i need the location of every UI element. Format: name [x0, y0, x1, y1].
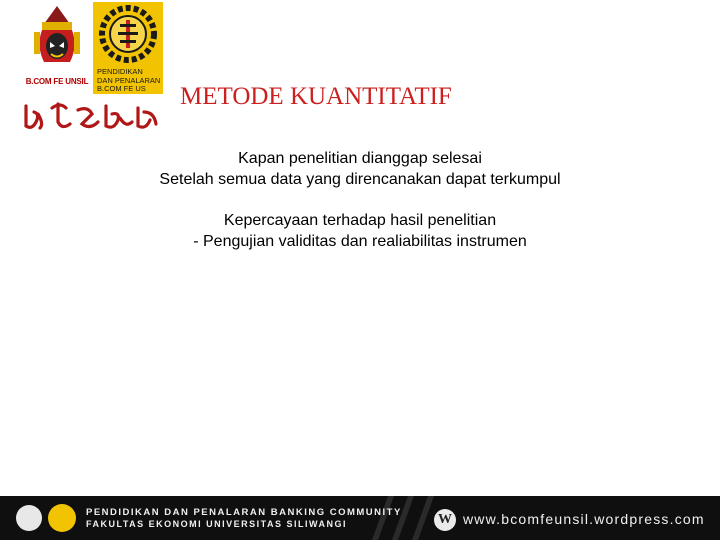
footer-emblem-icon [48, 504, 76, 532]
footer-org-name: PENDIDIKAN DAN PENALARAN BANKING COMMUNITY [86, 507, 402, 518]
paragraph-line: - Pengujian validitas dan realiabilitas instrumen [193, 233, 527, 250]
footer-website-link[interactable]: www.bcomfeunsil.wordpress.com [463, 511, 705, 527]
script-ornament [22, 100, 162, 132]
paragraph-reliability [0, 210, 720, 252]
penalaran-logo-label: PENDIDIKAN DAN PENALARAN B.COM FE US [97, 67, 161, 93]
paragraph-line: Kepercayaan terhadap hasil penelitian [223, 212, 497, 229]
bcom-logo-label: B.COM FE UNSIL [25, 77, 89, 86]
bcom-logo [22, 2, 92, 94]
mascot-icon [22, 2, 92, 74]
footer-bcom-logo-icon [16, 505, 42, 531]
footer-stripe [372, 496, 394, 540]
wordpress-icon: W [434, 509, 456, 531]
penalaran-logo [93, 2, 163, 94]
slide-title: METODE KUANTITATIF [180, 83, 452, 110]
paragraph-line: Setelah semua data yang direncanakan dapat terkumpul [159, 171, 561, 188]
footer-faculty: FAKULTAS EKONOMI UNIVERSITAS SILIWANGI [86, 519, 348, 529]
footer-stripe [392, 496, 414, 540]
paragraph-completion [0, 148, 720, 190]
gear-emblem-icon [93, 2, 163, 66]
paragraph-line: Kapan penelitian dianggap selesai [238, 150, 482, 167]
footer-banner [0, 496, 720, 540]
footer-stripe [412, 496, 434, 540]
